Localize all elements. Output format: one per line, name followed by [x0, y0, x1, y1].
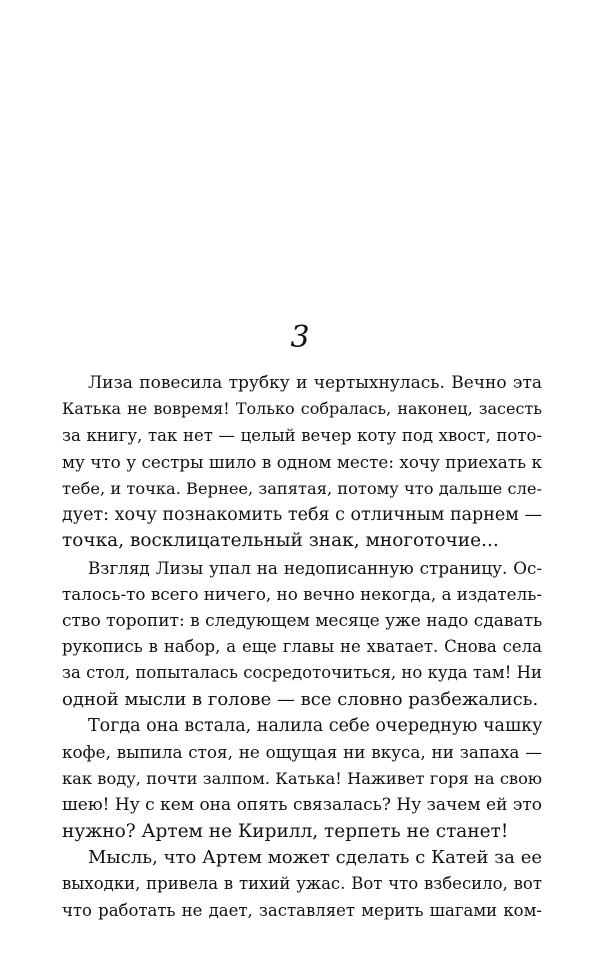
- text-line: кофе, выпила стоя, не ощущая ни вкуса, ни запаха —: [62, 742, 542, 763]
- text-line: за стол, попыталась сосредоточиться, но куда там! Ни: [62, 663, 542, 683]
- chapter-text: [62, 370, 542, 924]
- text-line: тебе, и точка. Вернее, запятая, потому что дальше сле-: [62, 478, 542, 498]
- text-line: талось-то всего ничего, но вечно некогда, а издатель-: [62, 584, 542, 605]
- chapter-number: 3: [290, 320, 310, 355]
- text-line: как воду, почти залпом. Катька! Наживет горя на свою: [62, 768, 542, 788]
- text-line: что работать не дает, заставляет мерить шагами ком-: [62, 900, 542, 920]
- text-line: шею! Ну с кем она опять связалась? Ну зачем ей это: [62, 795, 542, 816]
- paragraph: [62, 845, 542, 924]
- text-line: ство торопит: в следующем месяце уже надо сдавать: [62, 610, 543, 631]
- text-line: нужно? Артем не Кирилл, терпеть не станет!: [62, 820, 509, 842]
- text-line: Мысль, что Артем может сделать с Катей за ее: [88, 847, 542, 869]
- paragraph: [62, 370, 542, 555]
- paragraph: [62, 555, 542, 713]
- text-line: выходки, привела в тихий ужас. Вот что взбесило, вот: [62, 874, 542, 894]
- text-line: одной мысли в голове — все словно разбежались.: [62, 688, 539, 710]
- text-line: Катька не вовремя! Только собралась, наконец, засесть: [62, 399, 542, 419]
- text-line: му что у сестры шило в одном месте: хочу приехать к: [62, 452, 542, 473]
- text-line: дует: хочу познакомить тебя с отличным парнем —: [62, 504, 542, 525]
- text-line: рукопись в набор, а еще главы не хватает. Снова села: [62, 636, 542, 656]
- paragraph: [62, 713, 542, 845]
- text-line: Тогда она встала, налила себе очередную чашку: [88, 716, 543, 737]
- text-line: за книгу, так нет — целый вечер коту под хвост, пото-: [62, 425, 542, 445]
- text-line: Взгляд Лизы упал на недописанную страницу. Ос-: [88, 557, 542, 578]
- text-line: Лиза повесила трубку и чертыхнулась. Вечно эта: [88, 373, 542, 393]
- text-line: точка, восклицательный знак, многоточие...: [62, 530, 499, 552]
